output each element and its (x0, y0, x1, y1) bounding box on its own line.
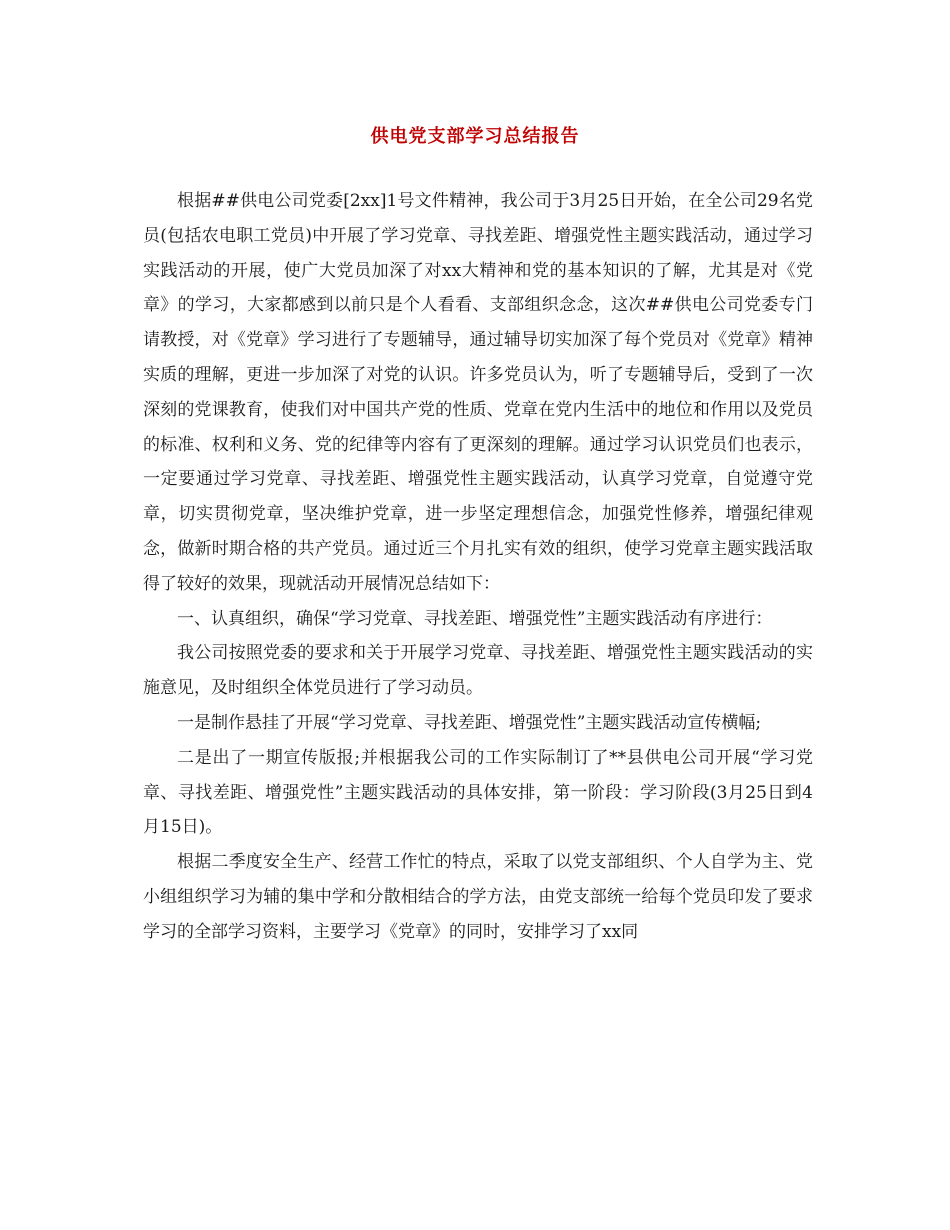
paragraph-section-one-heading: 一、认真组织，确保“学习党章、寻找差距、增强党性”主题实践活动有序进行： (177, 608, 773, 629)
document-title: 供电党支部学习总结报告 (370, 126, 580, 147)
paragraph-bulletin: 二是出了一期宣传版报;并根据我公司的工作实际制订了**县供电公司开展“学习党章、寻找差距、增强党性”主题实践活动的具体安排，第一阶段：学习阶段(3月25日到4月15日)。 (143, 747, 813, 838)
paragraph-intro: 根据##供电公司党委[2xx]1号文件精神，我公司于3月25日开始，在全公司29名党员(包括农电职工党员)中开展了学习党章、寻找差距、增强党性主题实践活动，通过学习实践活动的开展，使广大党员加深了对xx大精神和党的基本知识的了解，尤其是对《党章》的学习，大家都感到以前只是个人看看、支部组织念念，这次##供电公司党委专门请教授，对《党章》学习进行了专题辅导，通过辅导切实加深了每个党员对《党章》精神实质的理解，更进一步加深了对党的认识。许多党员认为，听了专题辅导后，受到了一次深刻的党课教育，使我们对中国共产党的性质、党章在党内生活中的地位和作用以及党员的标准、权利和义务、党的纪律等内容有了更深刻的理解。通过学习认识党员们也表示，一定要通过学习党章、寻找差距、增强党性主题实践活动，认真学习党章，自觉遵守党章，切实贯彻党章，坚决维护党章，进一步坚定理想信念，加强党性修养，增强纪律观念，做新时期合格的共产党员。通过近三个月扎实有效的组织，使学习党章主题实践活取得了较好的效果，现就活动开展情况总结如下： (143, 191, 813, 594)
paragraph-study-method: 根据二季度安全生产、经营工作忙的特点，采取了以党支部组织、个人自学为主、党小组组织学习为辅的集中学和分散相结合的学方法，由党支部统一给每个党员印发了要求学习的全部学习资料，主要学习《党章》的同时，安排学习了xx同 (143, 852, 813, 942)
document-body (143, 184, 813, 950)
paragraph-banner: 一是制作悬挂了开展“学习党章、寻找差距、增强党性”主题实践活动宣传横幅; (177, 712, 762, 733)
paragraph-mobilization: 我公司按照党委的要求和关于开展学习党章、寻找差距、增强党性主题实践活动的实施意见，及时组织全体党员进行了学习动员。 (143, 643, 813, 699)
